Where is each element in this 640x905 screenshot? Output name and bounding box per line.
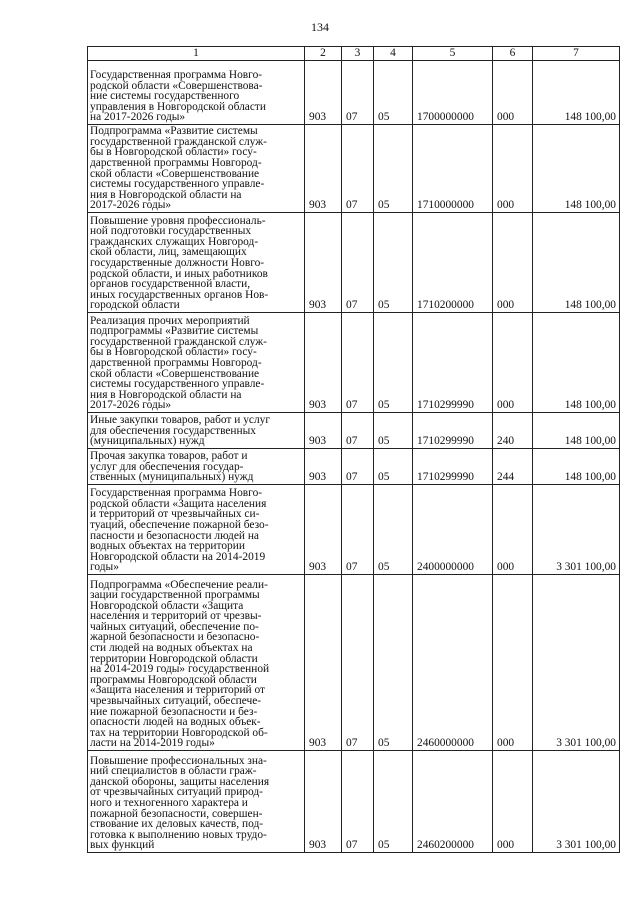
row-subsection: 05 [374, 213, 413, 313]
row-subsection: 05 [374, 575, 413, 751]
col-header-subsection: 4 [374, 47, 413, 61]
row-expense-type: 000 [493, 213, 533, 313]
col-header-expense-type: 6 [493, 47, 533, 61]
row-ministry: 903 [305, 575, 342, 751]
row-amount: 148 100,00 [533, 413, 620, 449]
table-row [88, 751, 620, 853]
col-header-amount: 7 [533, 47, 620, 61]
row-expense-type: 000 [493, 61, 533, 125]
row-amount: 3 301 100,00 [533, 751, 620, 853]
col-header-ministry: 2 [305, 47, 342, 61]
row-name: Подпрограмма «Обеспечение реали- зации государственной программы Новгородской области «Защита населения и территорий от чрезвы- чайных ситуаций, обеспечение по- жарной безопасности и безопасно- сти людей на водных объектах на территории Новгородской области на 2014-2019 годы» государственной программы Новгородской области «Защита населения и территорий от чрезвычайных ситуаций, обеспече- ние пожарной безопасности и без- опасности людей на водных объек- тах на территории Новгородской об- ласти на 2014-2019 годы» [88, 575, 305, 751]
row-amount: 148 100,00 [533, 449, 620, 485]
row-name: Повышение уровня профессиональ- ной подготовки государственных гражданских служащих Новгород- ской области, лиц, замещающих государственные должности Новго- родской области, и иных работников органов государственной власти, иных государственных органов Нов- городской области [88, 213, 305, 313]
row-expense-type: 000 [493, 485, 533, 575]
row-section: 07 [342, 485, 374, 575]
table-row [88, 413, 620, 449]
row-target: 1710299990 [413, 449, 493, 485]
header-row [88, 47, 620, 61]
table-row [88, 485, 620, 575]
table-row [88, 61, 620, 125]
row-amount: 148 100,00 [533, 125, 620, 213]
row-section: 07 [342, 61, 374, 125]
table-row [88, 449, 620, 485]
row-section: 07 [342, 413, 374, 449]
col-header-name: 1 [88, 47, 305, 61]
row-name: Повышение профессиональных зна- ний специалистов в области граж- данской обороны, защиты населения от чрезвычайных ситуаций природ- ного и техногенного характера и пожарной безопасности, совершен- ствование их деловых качеств, под- готовка к выполнению новых трудо- вых функций [88, 751, 305, 853]
row-subsection: 05 [374, 751, 413, 853]
row-expense-type: 000 [493, 313, 533, 413]
row-section: 07 [342, 125, 374, 213]
row-amount: 148 100,00 [533, 61, 620, 125]
row-ministry: 903 [305, 449, 342, 485]
row-ministry: 903 [305, 485, 342, 575]
budget-table [87, 46, 620, 853]
row-ministry: 903 [305, 213, 342, 313]
table-row [88, 575, 620, 751]
row-subsection: 05 [374, 449, 413, 485]
col-header-target: 5 [413, 47, 493, 61]
row-target: 1710299990 [413, 313, 493, 413]
row-subsection: 05 [374, 485, 413, 575]
row-expense-type: 000 [493, 575, 533, 751]
row-subsection: 05 [374, 61, 413, 125]
row-name: Реализация прочих мероприятий подпрограммы «Развитие системы государственной гражданской служ- бы в Новгородской области» госу- дарственной программы Новгород- ской области «Совершенствование системы государственного управле- ния в Новгородской области на 2017-2026 годы» [88, 313, 305, 413]
row-section: 07 [342, 313, 374, 413]
row-target: 1710299990 [413, 413, 493, 449]
row-name: Подпрограмма «Развитие системы государственной гражданской служ- бы в Новгородской области» госу- дарственной программы Новгород- ской области «Совершенствование системы государственного управле- ния в Новгородской области на 2017-2026 годы» [88, 125, 305, 213]
row-section: 07 [342, 751, 374, 853]
table-row [88, 125, 620, 213]
row-section: 07 [342, 575, 374, 751]
row-name: Иные закупки товаров, работ и услуг для обеспечения государственных (муниципальных) нужд [88, 413, 305, 449]
row-subsection: 05 [374, 125, 413, 213]
row-section: 07 [342, 213, 374, 313]
row-amount: 3 301 100,00 [533, 485, 620, 575]
row-name: Государственная программа Новго- родской области «Совершенствова- ние системы государственного управления в Новгородской области на 2017-2026 годы» [88, 61, 305, 125]
row-ministry: 903 [305, 751, 342, 853]
row-amount: 148 100,00 [533, 313, 620, 413]
table-row [88, 313, 620, 413]
row-amount: 148 100,00 [533, 213, 620, 313]
row-amount: 3 301 100,00 [533, 575, 620, 751]
row-expense-type: 000 [493, 751, 533, 853]
row-target: 2460000000 [413, 575, 493, 751]
col-header-section: 3 [342, 47, 374, 61]
row-target: 2400000000 [413, 485, 493, 575]
row-section: 07 [342, 449, 374, 485]
row-target: 1710200000 [413, 213, 493, 313]
row-subsection: 05 [374, 413, 413, 449]
row-ministry: 903 [305, 313, 342, 413]
row-ministry: 903 [305, 413, 342, 449]
row-target: 1710000000 [413, 125, 493, 213]
row-expense-type: 244 [493, 449, 533, 485]
table-row [88, 213, 620, 313]
row-ministry: 903 [305, 61, 342, 125]
row-subsection: 05 [374, 313, 413, 413]
row-name: Прочая закупка товаров, работ и услуг для обеспечения государ- ственных (муниципальных) нужд [88, 449, 305, 485]
row-target: 1700000000 [413, 61, 493, 125]
row-expense-type: 240 [493, 413, 533, 449]
page-number: 134 [311, 20, 329, 34]
row-expense-type: 000 [493, 125, 533, 213]
row-ministry: 903 [305, 125, 342, 213]
row-name: Государственная программа Новго- родской области «Защита населения и территорий от чрезвычайных си- туаций, обеспечение пожарной безо- пасности и безопасности людей на водных объектах на территории Новгородской области на 2014-2019 годы» [88, 485, 305, 575]
row-target: 2460200000 [413, 751, 493, 853]
